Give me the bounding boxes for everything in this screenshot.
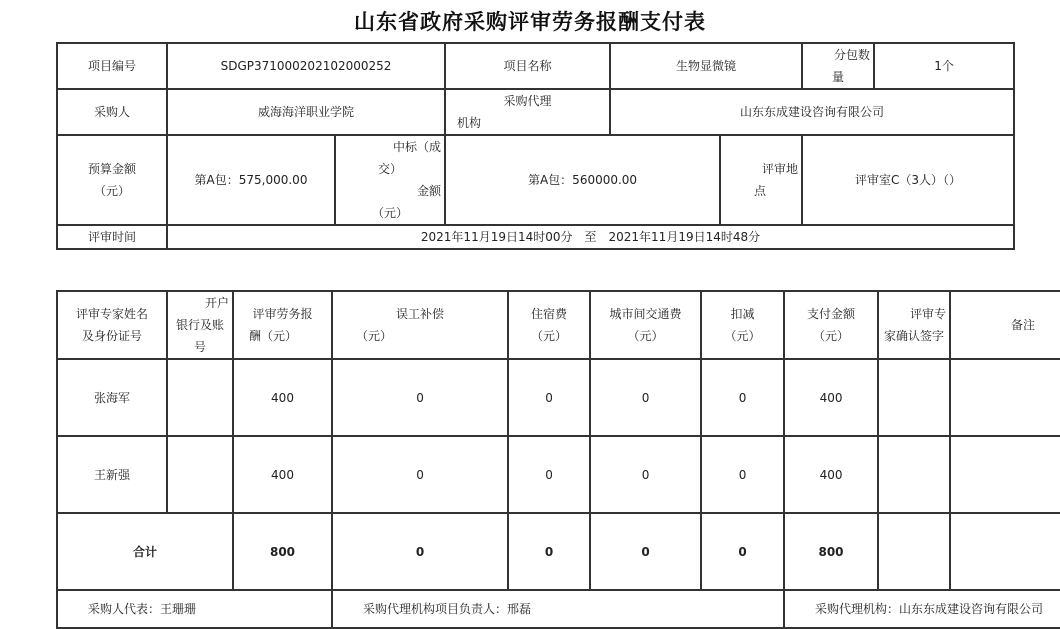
header-paid-line-2: （元） (813, 329, 850, 343)
expert-bank (167, 359, 233, 436)
footer-row (57, 590, 1060, 628)
header-lost-wages (332, 291, 508, 359)
expert-name: 王新强 (57, 436, 167, 513)
header-paid (784, 291, 878, 359)
total-signature (878, 513, 950, 590)
header-fee (233, 291, 332, 359)
total-label: 合计 (57, 513, 233, 590)
package-count-label (802, 43, 874, 89)
agency-label (445, 89, 610, 135)
total-paid: 800 (784, 513, 878, 590)
purchaser: 威海海洋职业学院 (167, 89, 445, 135)
header-paid-line-1: 支付金额 (807, 307, 856, 321)
budget-label (57, 135, 167, 225)
header-lost-wages-line-2: （元） (356, 329, 393, 343)
agency-label-line-1: 采购代理 (503, 94, 552, 108)
header-bank (167, 291, 233, 359)
expert-lodging: 0 (508, 436, 590, 513)
header-lodging-line-2: （元） (531, 329, 568, 343)
header-expert-line-1: 评审专家姓名 (75, 307, 148, 321)
header-signature-line-1: 评审专 (910, 307, 947, 321)
header-lodging (508, 291, 590, 359)
project-name: 生物显微镜 (610, 43, 802, 89)
header-lodging-line-1: 住宿费 (531, 307, 568, 321)
expert-transport: 0 (590, 436, 701, 513)
expert-fee: 400 (233, 359, 332, 436)
venue-label (720, 135, 802, 225)
expert-name: 张海军 (57, 359, 167, 436)
venue-label-line-2: 点 (754, 184, 767, 198)
header-expert-line-2: 及身份证号 (81, 329, 142, 343)
project-code-label: 项目编号 (57, 43, 167, 89)
agency-signoff: 采购代理机构：山东东成建设咨询有限公司 (784, 590, 1060, 628)
header-bank-line-1: 开户 (204, 296, 229, 310)
header-signature (878, 291, 950, 359)
project-name-label: 项目名称 (445, 43, 610, 89)
expert-lodging: 0 (508, 359, 590, 436)
total-lodging: 0 (508, 513, 590, 590)
agency-project-lead: 采购代理机构项目负责人：邢磊 (332, 590, 784, 628)
bid-amount-label (335, 135, 445, 225)
bid-amount-label-line-1: 中标（成 (393, 140, 442, 154)
header-bank-line-2: 银行及账号 (175, 318, 224, 354)
table-row (57, 359, 1060, 436)
header-expert (57, 291, 167, 359)
header-note: 备注 (950, 291, 1060, 359)
review-time: 2021年11月19日14时00分 至 2021年11月19日14时48分 (167, 225, 1014, 249)
expert-note (950, 436, 1060, 513)
header-transport (590, 291, 701, 359)
expert-signature (878, 359, 950, 436)
bid-amount: 第A包：560000.00 (445, 135, 720, 225)
expert-signature (878, 436, 950, 513)
package-count-label-line-1: 分包数 (834, 48, 871, 62)
header-fee-line-2: 酬（元） (249, 329, 298, 343)
budget-label-line-1: 预算金额 (87, 162, 136, 176)
header-lost-wages-line-1: 误工补偿 (396, 307, 445, 321)
header-deduction-line-1: 扣减 (730, 307, 755, 321)
venue-label-line-1: 评审地 (762, 162, 799, 176)
total-deduction: 0 (701, 513, 784, 590)
purchaser-representative: 采购人代表：王珊珊 (57, 590, 332, 628)
expert-deduction: 0 (701, 436, 784, 513)
expert-deduction: 0 (701, 359, 784, 436)
package-count: 1个 (874, 43, 1014, 89)
expert-note (950, 359, 1060, 436)
expert-fee: 400 (233, 436, 332, 513)
budget: 第A包：575,000.00 (167, 135, 335, 225)
agency-label-line-2: 机构 (457, 116, 482, 130)
expert-paid: 400 (784, 436, 878, 513)
venue: 评审室C（3人）（） (802, 135, 1014, 225)
expert-lost-wages: 0 (332, 359, 508, 436)
header-deduction (701, 291, 784, 359)
project-code: SDGP371000202102000252 (167, 43, 445, 89)
review-time-label: 评审时间 (57, 225, 167, 249)
project-info-table (56, 42, 1015, 250)
package-count-label-line-2: 量 (832, 70, 845, 84)
header-transport-line-2: （元） (627, 329, 664, 343)
expert-transport: 0 (590, 359, 701, 436)
total-row (57, 513, 1060, 590)
header-signature-line-2: 家确认签字 (884, 329, 945, 343)
budget-label-line-2: （元） (93, 184, 130, 198)
total-lost-wages: 0 (332, 513, 508, 590)
bid-amount-label-line-4: （元） (372, 206, 409, 220)
expert-bank (167, 436, 233, 513)
table-row (57, 436, 1060, 513)
payment-table (56, 290, 1060, 629)
bid-amount-label-line-2: 交） (378, 162, 403, 176)
total-fee: 800 (233, 513, 332, 590)
expert-lost-wages: 0 (332, 436, 508, 513)
purchaser-label: 采购人 (57, 89, 167, 135)
total-transport: 0 (590, 513, 701, 590)
expert-paid: 400 (784, 359, 878, 436)
header-transport-line-1: 城市间交通费 (609, 307, 682, 321)
total-note (950, 513, 1060, 590)
header-fee-line-1: 评审劳务报 (252, 307, 313, 321)
header-deduction-line-2: （元） (724, 329, 761, 343)
page-title: 山东省政府采购评审劳务报酬支付表 (354, 10, 706, 34)
agency: 山东东成建设咨询有限公司 (610, 89, 1014, 135)
bid-amount-label-line-3: 金额 (417, 184, 442, 198)
